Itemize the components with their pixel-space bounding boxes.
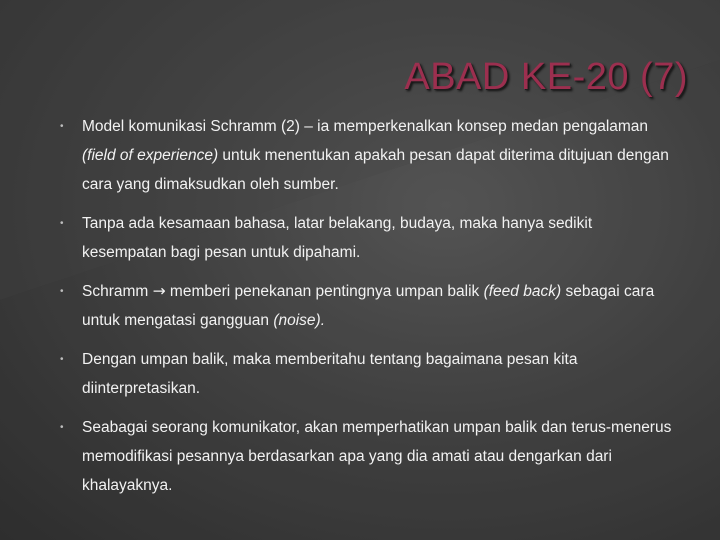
bullet-text: Model komunikasi Schramm (2) bbox=[82, 118, 300, 135]
bullet-text: sebagai cara untuk mengatasi gangguan bbox=[82, 283, 655, 329]
bullet-marker-icon: • bbox=[60, 422, 64, 433]
bullet-text: Tanpa ada kesamaan bahasa, latar belakang, budaya, maka hanya sedikit kesempatan bagi pesan untuk dipahami. bbox=[82, 215, 593, 261]
bullet-marker-icon: • bbox=[60, 121, 64, 132]
bullet-item bbox=[60, 345, 680, 403]
bullet-marker-icon: • bbox=[60, 218, 64, 229]
bullet-text: Dengan umpan balik, maka memberitahu tentang bagaimana pesan kita diinterpretasikan. bbox=[82, 351, 578, 397]
bullet-item bbox=[60, 209, 680, 267]
slide-title: ABAD KE-20 (7) bbox=[404, 56, 688, 98]
bullet-text: – ia memperkenalkan konsep medan pengalaman bbox=[299, 118, 649, 135]
bullet-text: (field of experience) bbox=[82, 147, 219, 164]
bullet-marker-icon: • bbox=[60, 286, 64, 297]
bullet-list bbox=[60, 112, 680, 510]
arrow-icon: → bbox=[152, 282, 166, 300]
bullet-text: untuk menentukan apakah pesan dapat diterima ditujuan dengan cara yang dimaksudkan oleh sumber. bbox=[82, 147, 669, 193]
bullet-item bbox=[60, 277, 680, 335]
bullet-text: (feed back) bbox=[483, 283, 562, 300]
bullet-text: Schramm bbox=[82, 283, 153, 300]
bullet-text: memberi penekanan pentingnya umpan balik bbox=[165, 283, 484, 300]
bullet-item bbox=[60, 112, 680, 199]
bullet-marker-icon: • bbox=[60, 354, 64, 365]
bullet-text: (noise). bbox=[273, 312, 326, 329]
bullet-text: Seabagai seorang komunikator, akan memperhatikan umpan balik dan terus-menerus memodifikasi pesannya berdasarkan apa yang dia amati atau dengarkan dari khalayaknya. bbox=[82, 419, 672, 494]
bullet-item bbox=[60, 413, 680, 500]
